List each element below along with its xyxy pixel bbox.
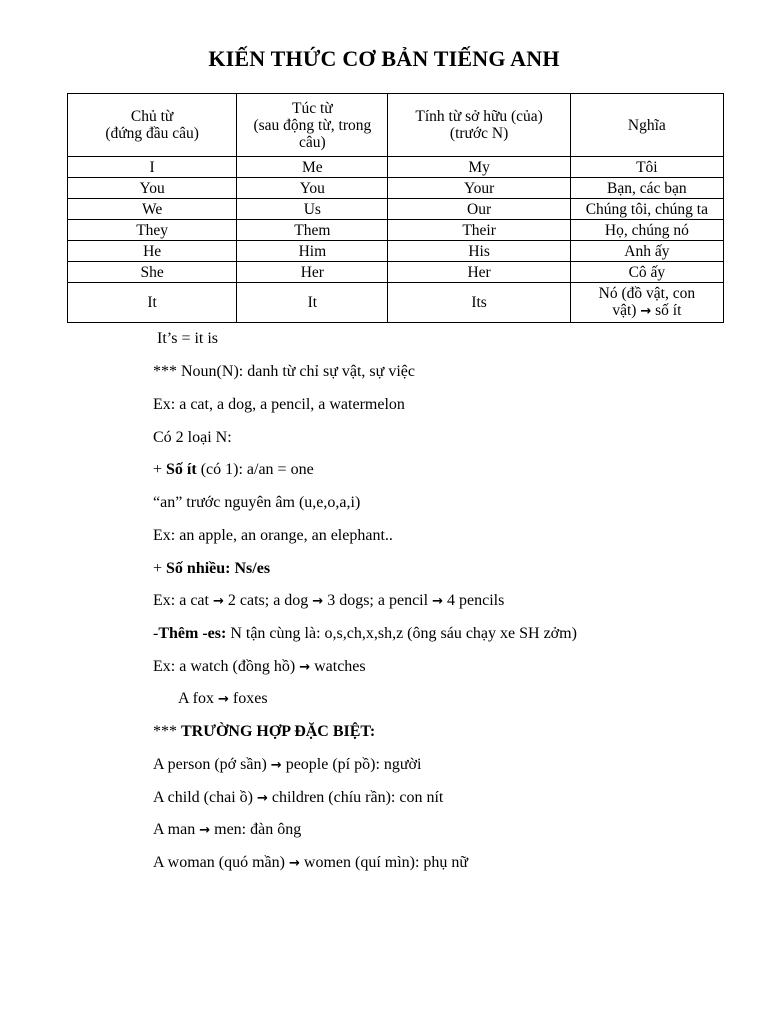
header-text: Chủ từ (130, 108, 174, 125)
table-row (68, 157, 724, 178)
text-run: A child (chai ồ) (153, 789, 257, 806)
table-cell: You (68, 178, 237, 199)
table-cell: It (68, 283, 237, 323)
note-line (153, 722, 375, 742)
note-line: *** Noun(N): danh từ chỉ sự vật, sự việc (153, 363, 415, 380)
text-run: children (chíu rần): con nít (267, 789, 444, 806)
note-line (153, 755, 421, 776)
arrow-right-icon: → (199, 823, 211, 838)
text-run: A man (153, 821, 200, 838)
table-cell: They (68, 220, 237, 241)
table-cell: Them (237, 220, 388, 241)
text-bold: TRƯỜNG HỢP ĐẶC BIỆT: (181, 723, 376, 740)
arrow-right-icon: → (312, 594, 324, 609)
table-cell: Their (388, 220, 570, 241)
text-run: Ex: a cat (153, 592, 213, 609)
note-line: Ex: a cat, a dog, a pencil, a watermelon (153, 396, 405, 413)
cell-line (573, 302, 721, 320)
text-run: A person (pớ sần) (153, 756, 271, 773)
text-run: Ex: a watch (đồng hồ) (153, 658, 300, 675)
table-cell: Tôi (570, 157, 723, 178)
header-text: câu) (299, 133, 326, 151)
table-header-row (68, 94, 724, 157)
table-cell: Anh ấy (570, 241, 723, 262)
header-object (237, 94, 388, 157)
arrow-right-icon: → (288, 856, 300, 871)
note-line (153, 820, 301, 841)
text-bold: Thêm -es: (158, 625, 227, 642)
table-cell: It (237, 283, 388, 323)
table-cell: We (68, 199, 237, 220)
arrow-right-icon: → (270, 758, 282, 773)
text-run: A fox (178, 690, 218, 707)
note-line (178, 689, 268, 710)
arrow-right-icon: → (640, 304, 652, 319)
table-cell: She (68, 262, 237, 283)
note-line (153, 788, 443, 809)
text-run: (có 1): a/an = one (196, 461, 314, 478)
note-line (153, 657, 366, 678)
table-cell: Him (237, 241, 388, 262)
table-cell: I (68, 157, 237, 178)
note-line (153, 460, 314, 480)
table-cell: Bạn, các bạn (570, 178, 723, 199)
header-possessive (388, 94, 570, 157)
text-bold: Số ít (166, 461, 197, 478)
table-cell: Her (388, 262, 570, 283)
table-row (68, 241, 724, 262)
text-run: N tận cùng là: o,s,ch,x,sh,z (ông sáu chạy xe SH zởm) (226, 625, 577, 642)
table-cell: Your (388, 178, 570, 199)
header-text: (sau động từ, trong (253, 116, 372, 134)
cell-text: vật) (612, 302, 641, 319)
header-subject (68, 94, 237, 157)
header-text: Tính từ sở hữu (của) (415, 108, 543, 125)
cell-text: số ít (651, 302, 682, 319)
pronoun-table (67, 93, 724, 323)
arrow-right-icon: → (432, 594, 443, 609)
text-run: + (153, 560, 167, 577)
text-run: 4 pencils (442, 592, 505, 609)
arrow-right-icon: → (212, 594, 224, 609)
text-run: - (153, 625, 159, 642)
text-run: A woman (quó mần) (153, 854, 289, 871)
table-cell: My (388, 157, 570, 178)
table-cell: Me (237, 157, 388, 178)
arrow-right-icon: → (218, 692, 229, 707)
note-line (153, 559, 270, 579)
note-line (153, 591, 504, 612)
table-row (68, 178, 724, 199)
table-row (68, 283, 724, 323)
table-row (68, 220, 724, 241)
table-cell: Cô ấy (570, 262, 723, 283)
text-run: foxes (228, 690, 268, 707)
text-bold: Số nhiều: Ns/es (166, 560, 271, 577)
table-cell: His (388, 241, 570, 262)
header-text: Nghĩa (627, 116, 666, 134)
note-line: Có 2 loại N: (153, 429, 232, 446)
header-text: Túc từ (292, 99, 333, 117)
table-cell: Our (388, 199, 570, 220)
text-run: watches (310, 658, 366, 675)
header-meaning (570, 94, 723, 157)
arrow-right-icon: → (256, 791, 268, 806)
text-run: + (153, 461, 167, 478)
arrow-right-icon: → (299, 660, 311, 675)
table-cell: You (237, 178, 388, 199)
table-cell: Chúng tôi, chúng ta (570, 199, 723, 220)
note-line (153, 853, 468, 874)
note-line: It’s = it is (157, 330, 219, 347)
header-text: (trước N) (449, 125, 509, 142)
table-cell: Her (237, 262, 388, 283)
table-cell: He (68, 241, 237, 262)
text-run: *** (153, 723, 181, 740)
page-title: KIẾN THỨC CƠ BẢN TIẾNG ANH (208, 46, 560, 71)
table-row (68, 262, 724, 283)
note-line: “an” trước nguyên âm (u,e,o,a,i) (153, 494, 361, 511)
table-cell: Us (237, 199, 388, 220)
table-cell (570, 283, 723, 323)
table-cell: Họ, chúng nó (570, 220, 723, 241)
text-run: men: đàn ông (210, 821, 302, 838)
text-run: 3 dogs; a pencil (323, 592, 433, 609)
text-run: women (quí mìn): phụ nữ (299, 854, 469, 871)
header-text: (đứng đầu câu) (105, 125, 199, 142)
table-cell: Its (388, 283, 570, 323)
cell-line: Nó (đồ vật, con (598, 285, 696, 302)
note-line: Ex: an apple, an orange, an elephant.. (153, 527, 393, 544)
text-run: 2 cats; a dog (223, 592, 313, 609)
text-run: people (pí pồ): người (281, 756, 422, 773)
note-line (153, 624, 577, 644)
table-row (68, 199, 724, 220)
